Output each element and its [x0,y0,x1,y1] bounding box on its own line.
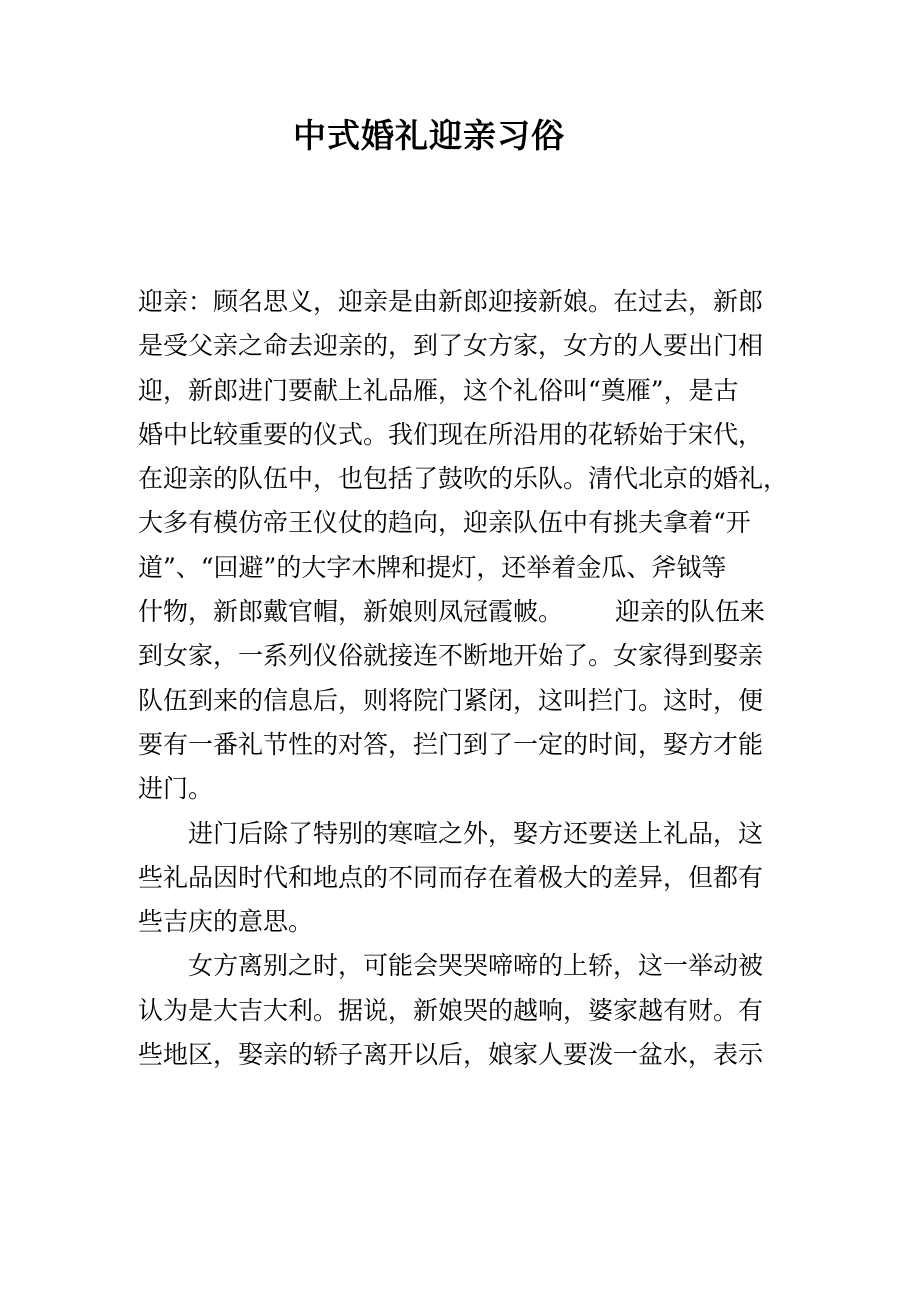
paragraph-line: 是受父亲之命去迎亲的，到了女方家，女方的人要出门相 [138,331,764,361]
paragraph-line: 道”、“回避”的大字木牌和提灯，还举着金瓜、斧钺等 [138,552,727,582]
paragraph-line: 在迎亲的队伍中，也包括了鼓吹的乐队。清代北京的婚礼， [138,464,789,494]
paragraph-line: 些吉庆的意思。 [138,907,314,937]
paragraph-line: 大多有模仿帝王仪仗的趋向，迎亲队伍中有挑夫拿着“开 [138,508,751,538]
document-title: 中式婚礼迎亲习俗 [293,116,565,155]
paragraph-line: 到女家，一系列仪俗就接连不断地开始了。女家得到娶亲 [138,641,764,671]
paragraph-line: 迎，新郎进门要献上礼品雁，这个礼俗叫“奠雁”，是古 [138,375,739,405]
paragraph-line-part: 什物，新郎戴官帽，新娘则凤冠霞帔。 [138,597,564,627]
paragraph-line [138,590,770,634]
paragraph-line: 些地区，娶亲的轿子离开以后，娘家人要泼一盆水，表示 [138,1040,764,1070]
paragraph-line: 进门。 [138,774,214,804]
paragraph-line: 迎亲：顾名思义，迎亲是由新郎迎接新娘。在过去，新郎 [138,287,764,316]
paragraph-line: 要有一番礼节性的对答，拦门到了一定的时间，娶方才能 [138,729,764,759]
paragraph-line: 些礼品因时代和地点的不同而存在着极大的差异，但都有 [138,862,764,892]
document-body [138,280,789,1077]
paragraph-line: 婚中比较重要的仪式。我们现在所沿用的花轿始于宋代， [138,419,764,449]
paragraph-line: 队伍到来的信息后，则将院门紧闭，这叫拦门。这时，便 [138,685,764,715]
paragraph-line: 女方离别之时，可能会哭哭啼啼的上轿，这一举动被 [188,951,764,981]
paragraph-line: 进门后除了特别的寒喧之外，娶方还要送上礼品，这 [188,818,764,848]
paragraph-line: 认为是大吉大利。据说，新娘哭的越响，婆家越有财。有 [138,995,764,1025]
paragraph-line-part: 迎亲的队伍来 [615,597,766,627]
